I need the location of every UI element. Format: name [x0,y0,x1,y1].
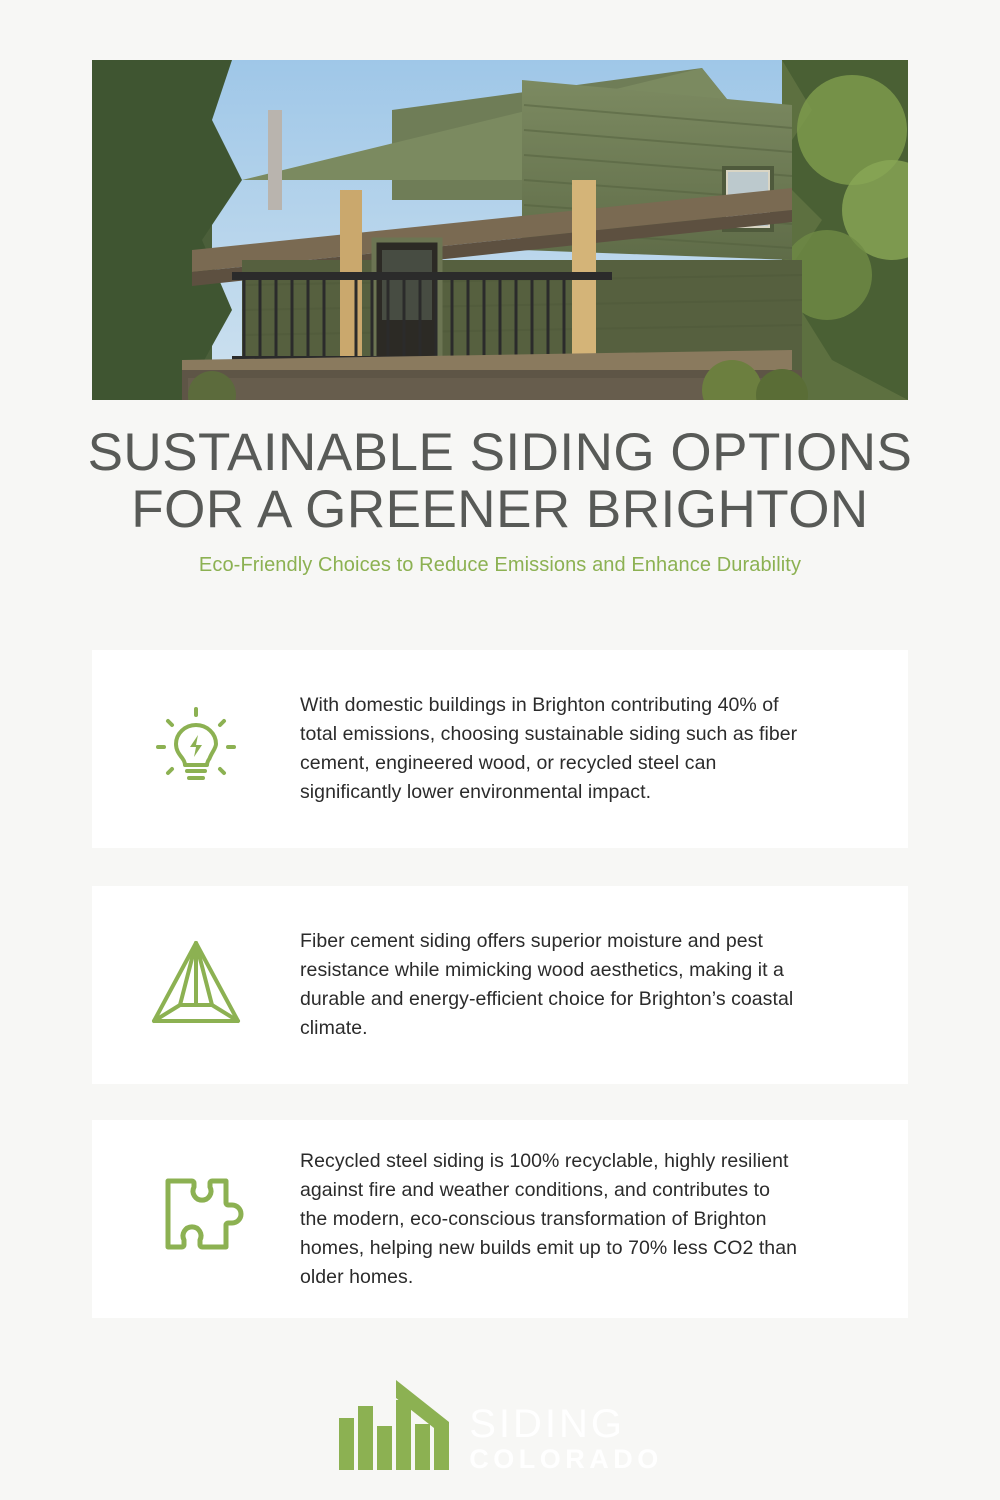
page-title: SUSTAINABLE SIDING OPTIONS FOR A GREENER BRIGHTON [87,423,913,539]
info-card [92,650,908,848]
brand-primary-text: SIDING [469,1401,626,1446]
puzzle-piece-icon [92,1169,300,1269]
brand-wordmark [469,1401,663,1479]
page-subtitle: Eco-Friendly Choices to Reduce Emissions and Enhance Durability [198,554,802,576]
brand-secondary-text: COLORADO [469,1443,663,1474]
house-bars-logo-icon [337,1378,455,1479]
info-card [92,886,908,1084]
info-card-text: Fiber cement siding offers superior moisture and pest resistance while mimicking wood aesthetics, making it a durable and energy-efficient choice for Brighton’s coastal climate. [300,930,794,1039]
lightbulb-bolt-icon [92,701,300,797]
pyramid-icon [92,935,300,1035]
hero-image [92,60,908,400]
info-card-text: With domestic buildings in Brighton contributing 40% of total emissions, choosing sustainable siding such as fiber cement, engineered wood, or recycled steel can significantly lower environmental impact. [300,694,798,803]
title-block [60,424,940,578]
house-photo-illustration [92,60,908,400]
footer-logo [0,1368,1000,1488]
info-card-text: Recycled steel siding is 100% recyclable, highly resilient against fire and weather conditions, and contributes to the modern, eco-conscious transformation of Brighton homes, helping new builds emit up to 70% less CO2 than older homes. [300,1149,797,1288]
info-card [92,1120,908,1318]
brand-logo [337,1378,663,1479]
